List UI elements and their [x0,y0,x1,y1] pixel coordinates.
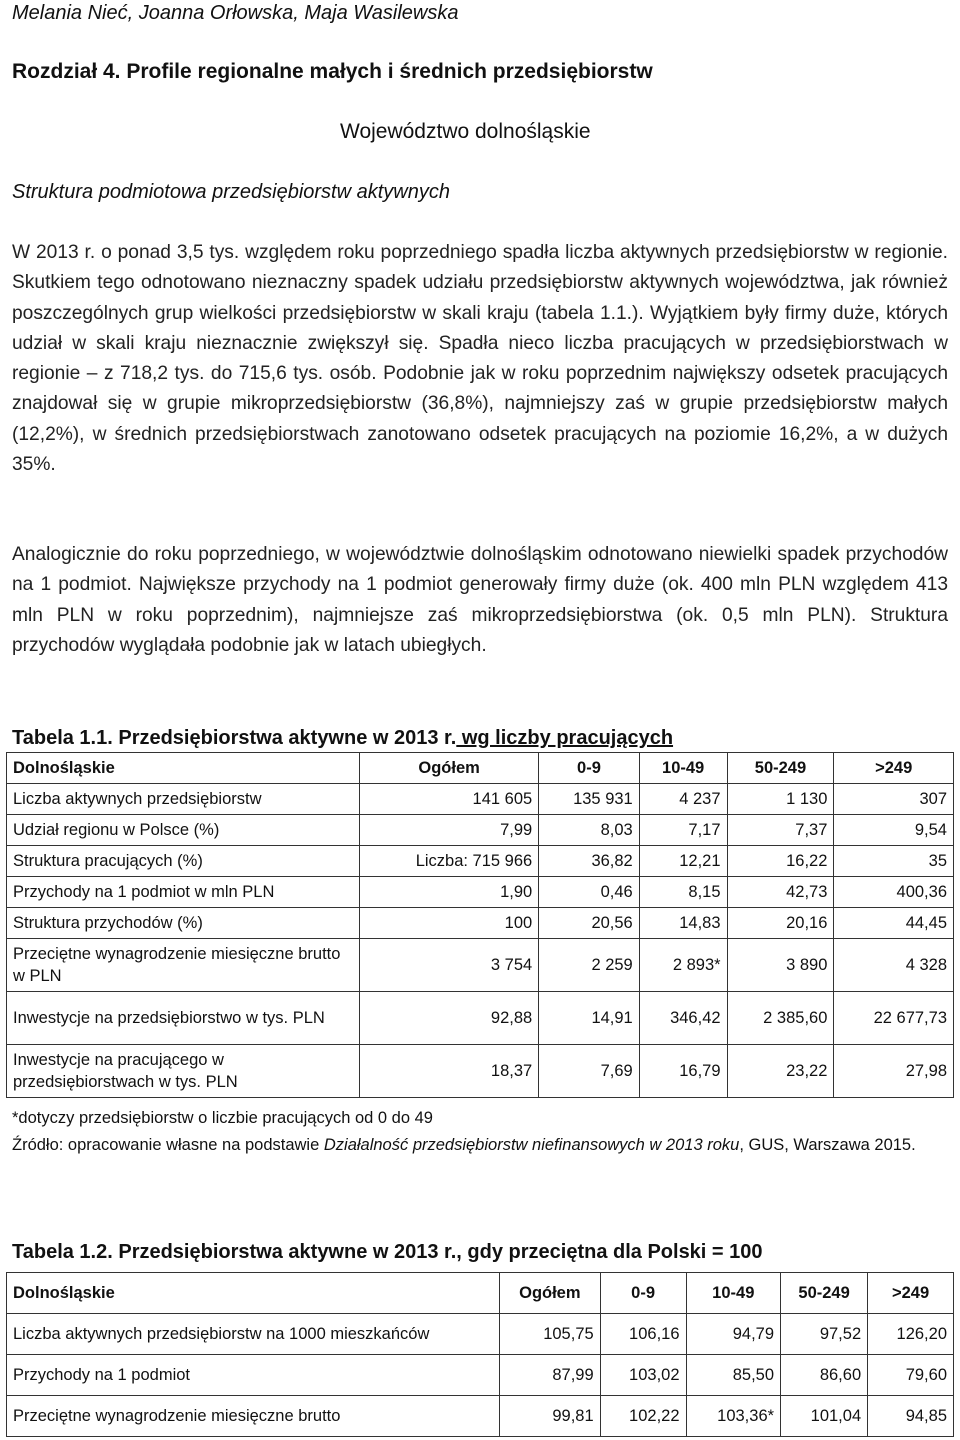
table1-cell: 9,54 [834,815,954,846]
table1-cell: 346,42 [639,992,727,1045]
table1-cell: 3 890 [727,939,834,992]
table1-source [12,1133,948,1157]
table2-row [7,1314,954,1355]
table1-row [7,815,954,846]
table1-cell: 27,98 [834,1045,954,1098]
table2-row-label: Liczba aktywnych przedsiębiorstw na 1000 mieszkańców [7,1314,500,1355]
table1-header-cell: >249 [834,753,954,784]
table2-cell: 94,85 [868,1396,954,1437]
table1-cell: 1 130 [727,784,834,815]
table2-cell: 105,75 [500,1314,601,1355]
table1-header-cell: Ogółem [360,753,539,784]
table1-cell: 0,46 [539,877,640,908]
table2-body [7,1273,954,1437]
table2-header-cell: >249 [868,1273,954,1314]
table1-row [7,877,954,908]
table2-header-cell: 0-9 [600,1273,686,1314]
table1-cell: 35 [834,846,954,877]
table1-cell: 2 259 [539,939,640,992]
table1 [6,752,954,1098]
table1-cell: 2 893* [639,939,727,992]
table1-row-label: Struktura pracujących (%) [7,846,360,877]
table1-cell: 92,88 [360,992,539,1045]
table1-cell: 307 [834,784,954,815]
table2-row-label: Przeciętne wynagrodzenie miesięczne brutto [7,1396,500,1437]
table2-cell: 94,79 [686,1314,781,1355]
table2-cell: 86,60 [781,1355,868,1396]
table1-row [7,939,954,992]
chapter-title: Rozdział 4. Profile regionalne małych i średnich przedsiębiorstw [12,60,653,83]
table1-cell: 8,03 [539,815,640,846]
source-title: Działalność przedsiębiorstw niefinansowych w 2013 roku [323,1136,740,1154]
table2-cell: 97,52 [781,1314,868,1355]
body-paragraph-1: W 2013 r. o ponad 3,5 tys. względem roku poprzedniego spadła liczba aktywnych przedsiębiorstw w regionie. Skutkiem tego odnotowano nieznaczny spadek udziału przedsiębiorstw aktywnych województwa, jak również poszczególnych grup wielkości przedsiębiorstw w skali kraju (tabela 1.1.). Wyjątkiem były firmy duże, których udział w skali kraju nieznacznie zwiększył się. Spadła nieco liczba pracujących w przedsiębiorstwach w regionie – z 718,2 tys. do 715,6 tys. osób. Podobnie jak w roku poprzednim największy odsetek pracujących znajdował się w grupie mikroprzedsiębiorstw (36,8%), najmniejszy zaś w grupie przedsiębiorstw małych (12,2%), w średnich przedsiębiorstwach zanotowano odsetek pracujących na poziomie 16,2%, a w dużych 35%. [12,242,948,476]
table1-caption-main: Tabela 1.1. Przedsiębiorstwa aktywne w 2013 r. [12,727,457,749]
table1-cell: 8,15 [639,877,727,908]
table1-cell: 16,22 [727,846,834,877]
table2-cell: 99,81 [500,1396,601,1437]
table1-cell: 22 677,73 [834,992,954,1045]
table1-row [7,992,954,1045]
source-suffix: , GUS, Warszawa 2015. [739,1136,916,1154]
table1-caption [12,724,673,752]
table2-row-label: Przychody na 1 podmiot [7,1355,500,1396]
table2-cell: 79,60 [868,1355,954,1396]
table2-header-cell: Ogółem [500,1273,601,1314]
table1-row [7,1045,954,1098]
table2-row [7,1396,954,1437]
table1-row-label: Inwestycje na pracującego w przedsiębiorstwach w tys. PLN [7,1045,360,1098]
section-title: Struktura podmiotowa przedsiębiorstw aktywnych [12,181,450,203]
table2-cell: 103,02 [600,1355,686,1396]
table1-row [7,846,954,877]
table1-cell: 1,90 [360,877,539,908]
source-prefix: Źródło: opracowanie własne na podstawie [12,1136,324,1154]
table2-cell: 126,20 [868,1314,954,1355]
table1-cell: 44,45 [834,908,954,939]
table1-cell: 7,17 [639,815,727,846]
table1-cell: 400,36 [834,877,954,908]
table1-cell: 7,37 [727,815,834,846]
table1-row-label: Struktura przychodów (%) [7,908,360,939]
table2-cell: 106,16 [600,1314,686,1355]
authors-line: Melania Nieć, Joanna Orłowska, Maja Wasilewska [12,2,459,24]
table1-cell: 16,79 [639,1045,727,1098]
table2-header-row [7,1273,954,1314]
table1-cell: Liczba: 715 966 [360,846,539,877]
table1-cell: 42,73 [727,877,834,908]
table1-row-label: Przeciętne wynagrodzenie miesięczne brutto w PLN [7,939,360,992]
table2-cell: 85,50 [686,1355,781,1396]
table1-row-label: Inwestycje na przedsiębiorstwo w tys. PLN [7,992,360,1045]
table1-cell: 20,56 [539,908,640,939]
table1-footnote: *dotyczy przedsiębiorstw o liczbie pracujących od 0 do 49 [12,1109,433,1127]
table1-cell: 23,22 [727,1045,834,1098]
table2-caption: Tabela 1.2. Przedsiębiorstwa aktywne w 2013 r., gdy przeciętna dla Polski = 100 [12,1241,763,1263]
table1-cell: 7,69 [539,1045,640,1098]
table2-row [7,1355,954,1396]
table2-cell: 103,36* [686,1396,781,1437]
table2-cell: 101,04 [781,1396,868,1437]
table1-cell: 2 385,60 [727,992,834,1045]
table2 [6,1272,954,1437]
table1-header-cell: 50-249 [727,753,834,784]
table1-cell: 3 754 [360,939,539,992]
table1-row [7,784,954,815]
body-paragraph-2: Analogicznie do roku poprzedniego, w województwie dolnośląskim odnotowano niewielki spadek przychodów na 1 podmiot. Największe przychody na 1 podmiot generowały firmy duże (ok. 400 mln PLN względem 413 mln PLN w roku poprzednim), najmniejsze zaś mikroprzedsiębiorstwa (ok. 0,5 mln PLN). Struktura przychodów wyglądała podobnie jak w latach ubiegłych. [12,544,948,656]
table1-caption-tail: wg liczby pracujących [456,727,674,749]
table1-cell: 100 [360,908,539,939]
voivodeship-heading: Województwo dolnośląskie [340,120,591,143]
table1-cell: 4 237 [639,784,727,815]
table2-header-cell: 50-249 [781,1273,868,1314]
table1-row-label: Liczba aktywnych przedsiębiorstw [7,784,360,815]
table2-cell: 102,22 [600,1396,686,1437]
table1-row-label: Przychody na 1 podmiot w mln PLN [7,877,360,908]
table1-cell: 141 605 [360,784,539,815]
table1-cell: 14,83 [639,908,727,939]
table2-header-cell: 10-49 [686,1273,781,1314]
table1-cell: 20,16 [727,908,834,939]
table1-cell: 14,91 [539,992,640,1045]
table1-row-label: Udział regionu w Polsce (%) [7,815,360,846]
table1-row [7,908,954,939]
table1-cell: 7,99 [360,815,539,846]
table1-header-row [7,753,954,784]
table1-header-cell: 10-49 [639,753,727,784]
table1-header-cell: Dolnośląskie [7,753,360,784]
table1-cell: 36,82 [539,846,640,877]
table2-header-cell: Dolnośląskie [7,1273,500,1314]
table2-cell: 87,99 [500,1355,601,1396]
table1-cell: 135 931 [539,784,640,815]
table1-body [7,753,954,1098]
table1-cell: 12,21 [639,846,727,877]
table1-header-cell: 0-9 [539,753,640,784]
table1-cell: 4 328 [834,939,954,992]
table1-cell: 18,37 [360,1045,539,1098]
